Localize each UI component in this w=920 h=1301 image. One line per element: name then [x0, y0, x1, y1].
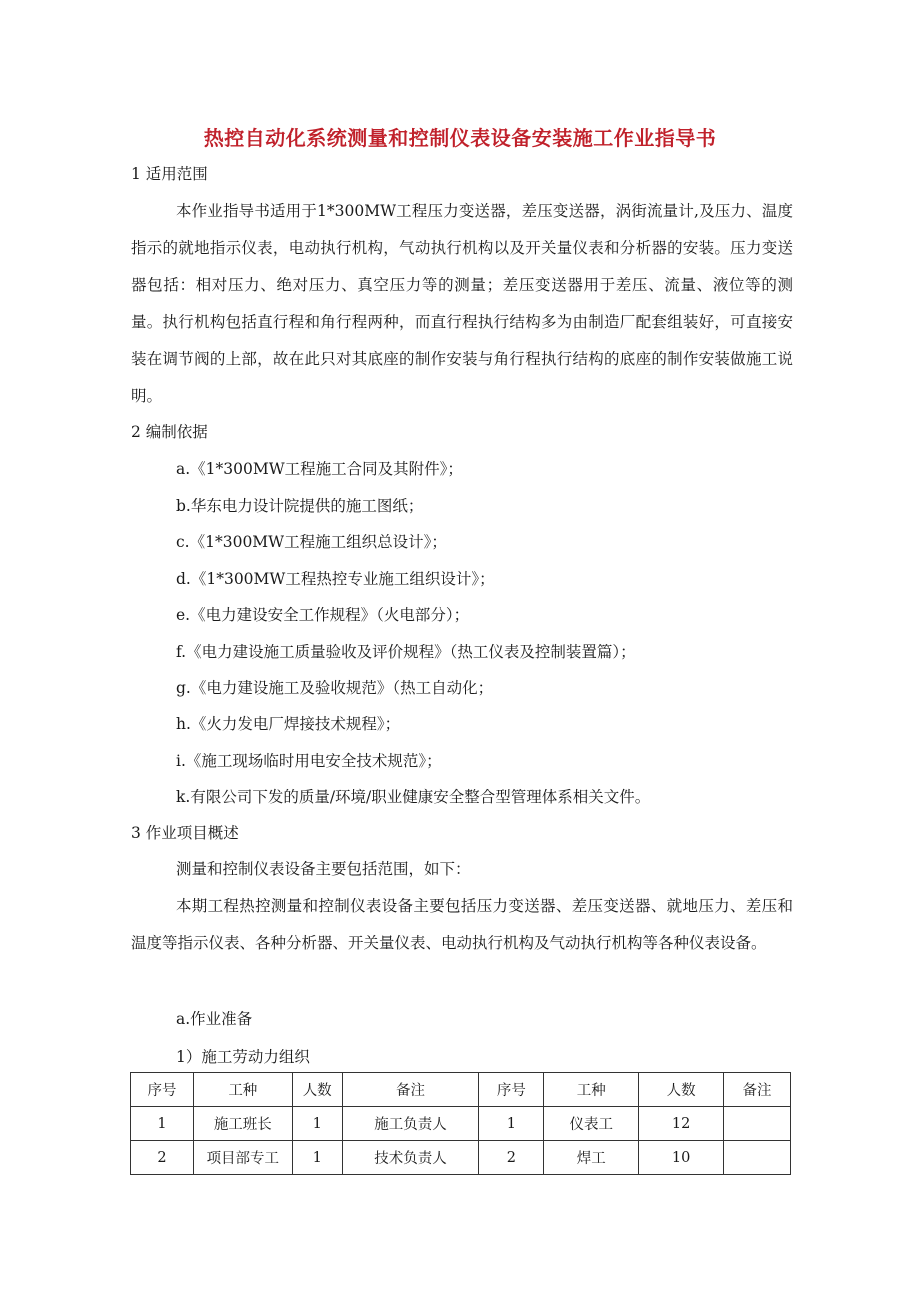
- table-row: [131, 1107, 791, 1141]
- subsection-a: a.作业准备: [176, 1010, 253, 1028]
- table-cell: 1: [292, 1141, 342, 1175]
- table-header-cell: 人数: [292, 1073, 342, 1107]
- basis-item: f.《电力建设施工质量验收及评价规程》（热工仪表及控制装置篇）；: [176, 643, 636, 661]
- labor-table: [130, 1072, 791, 1175]
- section-1-paragraph: 本作业指导书适用于1*300MW工程压力变送器，差压变送器，涡街流量计,及压力、温度指示的就地指示仪表，电动执行机构，气动执行机构以及开关量仪表和分析器的安装。压力变送器包括：相对压力、绝对压力、真空压力等的测量；差压变送器用于差压、流量、液位等的测量。执行机构包括直行程和角行程两种，而直行程执行结构多为由制造厂配套组装好，可直接安装在调节阀的上部，故在此只对其底座的制作安装与角行程执行结构的底座的制作安装做施工说明。: [131, 202, 793, 405]
- table-cell: 技术负责人: [342, 1141, 479, 1175]
- table-cell: [724, 1107, 791, 1141]
- basis-item: g.《电力建设施工及验收规范》（热工自动化；: [176, 679, 494, 697]
- table-cell: 仪表工: [544, 1107, 639, 1141]
- table-cell: 1: [292, 1107, 342, 1141]
- table-row: [131, 1141, 791, 1175]
- table-cell: 施工负责人: [342, 1107, 479, 1141]
- section-1-heading: 1 适用范围: [131, 165, 208, 183]
- document-title: 热控自动化系统测量和控制仪表设备安装施工作业指导书: [203, 126, 717, 150]
- table-cell: 施工班长: [193, 1107, 292, 1141]
- table-header-row: [131, 1073, 791, 1107]
- basis-item: e.《电力建设安全工作规程》（火电部分）；: [176, 606, 470, 624]
- basis-item: i.《施工现场临时用电安全技术规范》；: [176, 752, 442, 770]
- table-header-cell: 人数: [639, 1073, 724, 1107]
- table-cell: 1: [131, 1107, 194, 1141]
- section-3-intro: 测量和控制仪表设备主要包括范围，如下：: [176, 860, 471, 878]
- basis-item: d.《1*300MW工程热控专业施工组织设计》；: [176, 570, 495, 588]
- table-cell: 10: [639, 1141, 724, 1175]
- basis-item: h.《火力发电厂焊接技术规程》；: [176, 715, 401, 733]
- table-cell: 2: [131, 1141, 194, 1175]
- table-header-cell: 备注: [724, 1073, 791, 1107]
- table-header-cell: 序号: [479, 1073, 544, 1107]
- table-header-cell: 序号: [131, 1073, 194, 1107]
- table-cell: 2: [479, 1141, 544, 1175]
- table-header-cell: 工种: [544, 1073, 639, 1107]
- section-3-heading: 3 作业项目概述: [131, 824, 239, 842]
- basis-item: c.《1*300MW工程施工组织总设计》；: [176, 533, 447, 551]
- table-cell: 焊工: [544, 1141, 639, 1175]
- table-header-cell: 备注: [342, 1073, 479, 1107]
- basis-item: a.《1*300MW工程施工合同及其附件》；: [176, 460, 463, 478]
- table-cell: 1: [479, 1107, 544, 1141]
- subsection-1: 1）施工劳动力组织: [176, 1048, 310, 1066]
- table-cell: [724, 1141, 791, 1175]
- basis-item: k.有限公司下发的质量/环境/职业健康安全整合型管理体系相关文件。: [176, 788, 651, 806]
- table-cell: 项目部专工: [193, 1141, 292, 1175]
- table-cell: 12: [639, 1107, 724, 1141]
- section-2-heading: 2 编制依据: [131, 423, 208, 441]
- basis-item: b.华东电力设计院提供的施工图纸；: [176, 497, 424, 515]
- section-3-paragraph: 本期工程热控测量和控制仪表设备主要包括压力变送器、差压变送器、就地压力、差压和温度等指示仪表、各种分析器、开关量仪表、电动执行机构及气动执行机构等各种仪表设备。: [131, 897, 793, 952]
- table-header-cell: 工种: [193, 1073, 292, 1107]
